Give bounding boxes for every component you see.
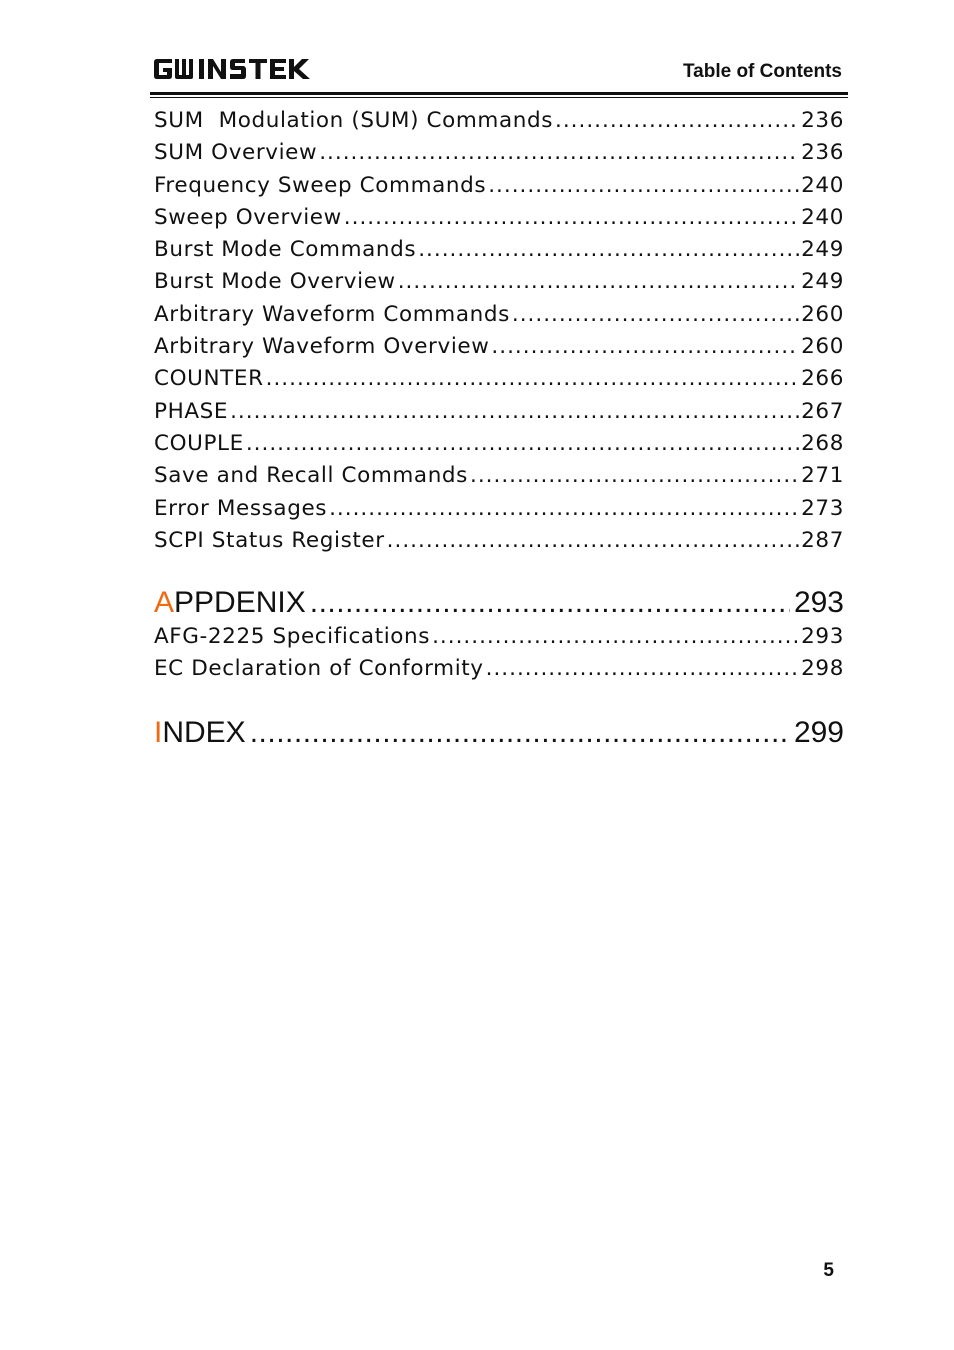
appendix-entries — [154, 624, 844, 689]
toc-entry[interactable] — [154, 140, 844, 172]
dot-leader — [344, 205, 799, 230]
toc-entry-page: 268 — [801, 430, 844, 456]
toc-entry[interactable] — [154, 237, 844, 269]
dot-leader — [470, 463, 799, 488]
header-rule-thick — [150, 92, 848, 95]
toc-entry[interactable] — [154, 366, 844, 398]
chapter-page: 299 — [793, 716, 844, 749]
toc-entry-label: Save and Recall Commands — [154, 463, 468, 489]
toc-entry[interactable] — [154, 205, 844, 237]
dot-leader — [329, 496, 799, 521]
toc-entry[interactable] — [154, 399, 844, 431]
dot-leader — [555, 108, 799, 133]
toc-entry[interactable] — [154, 656, 844, 688]
toc-entry[interactable] — [154, 269, 844, 301]
dot-leader — [319, 140, 799, 165]
header-rule-thin — [150, 97, 848, 98]
toc-entry-label: SUM Overview — [154, 140, 318, 166]
dot-leader — [432, 624, 799, 649]
toc-entry-label: Frequency Sweep Commands — [154, 172, 487, 198]
chapter-index[interactable] — [154, 716, 844, 750]
dot-leader — [250, 716, 790, 750]
toc-entry[interactable] — [154, 302, 844, 334]
toc-entry-label: SUM Modulation (SUM) Commands — [154, 108, 553, 133]
toc-entry-page: 287 — [801, 527, 844, 553]
toc-entry[interactable] — [154, 528, 844, 560]
toc-entry-label: SCPI Status Register — [154, 527, 385, 553]
dot-leader — [310, 586, 790, 620]
page-header — [150, 52, 848, 96]
toc-entry[interactable] — [154, 624, 844, 656]
dot-leader — [246, 431, 799, 456]
dot-leader — [266, 366, 800, 391]
dot-leader — [230, 399, 799, 424]
toc-entry-label: Arbitrary Waveform Overview — [154, 334, 490, 360]
toc-entry-page: 271 — [801, 463, 844, 489]
dot-leader — [488, 173, 799, 198]
dot-leader — [512, 302, 799, 327]
toc-entry-page: 266 — [801, 366, 844, 392]
toc-entry[interactable] — [154, 334, 844, 366]
dot-leader — [387, 528, 799, 553]
toc-entry-page: 293 — [801, 624, 844, 649]
toc-entry-page: 249 — [801, 269, 844, 295]
dot-leader — [486, 656, 800, 681]
toc-entry[interactable] — [154, 463, 844, 495]
toc-entry[interactable] — [154, 431, 844, 463]
toc-entry[interactable] — [154, 173, 844, 205]
toc-entry-page: 298 — [801, 656, 844, 682]
chapter-appendix[interactable] — [154, 586, 844, 620]
toc-entry-page: 240 — [801, 172, 844, 198]
page-number: 5 — [823, 1260, 834, 1281]
section-title: Table of Contents — [682, 61, 842, 82]
gw-instek-logo-mark — [153, 56, 323, 82]
toc-entry-label: AFG-2225 Specifications — [154, 624, 431, 649]
toc-entry[interactable] — [154, 496, 844, 528]
toc-list — [154, 108, 844, 560]
dot-leader — [418, 237, 799, 262]
toc-entry-page: 273 — [801, 495, 844, 521]
chapter-initial: A — [154, 586, 175, 619]
toc-entry-page: 249 — [801, 237, 844, 263]
toc-entry-page: 260 — [801, 334, 844, 360]
toc-entry-page: 267 — [801, 398, 844, 424]
chapter-page: 293 — [793, 586, 844, 619]
dot-leader — [491, 334, 799, 359]
gw-instek-logo — [153, 56, 323, 82]
chapter-title: NDEX — [162, 716, 246, 749]
toc-entry-label: Arbitrary Waveform Commands — [154, 301, 510, 327]
toc-entry-label: COUNTER — [154, 366, 264, 392]
dot-leader — [398, 269, 799, 294]
chapter-initial: I — [154, 716, 163, 749]
toc-entry-page: 236 — [801, 140, 844, 166]
toc-entry-page: 260 — [801, 301, 844, 327]
toc-entry[interactable] — [154, 108, 844, 140]
toc-entry-label: Burst Mode Overview — [154, 269, 396, 295]
toc-entry-label: Error Messages — [154, 495, 328, 521]
toc-entry-label: EC Declaration of Conformity — [154, 656, 484, 682]
toc-entry-label: PHASE — [154, 398, 229, 424]
chapter-title: PPDENIX — [174, 586, 306, 619]
toc-entry-label: Burst Mode Commands — [154, 237, 417, 263]
toc-entry-page: 240 — [801, 204, 844, 230]
toc-entry-label: COUPLE — [154, 430, 244, 456]
toc-entry-page: 236 — [801, 108, 844, 133]
toc-entry-label: Sweep Overview — [154, 204, 342, 230]
